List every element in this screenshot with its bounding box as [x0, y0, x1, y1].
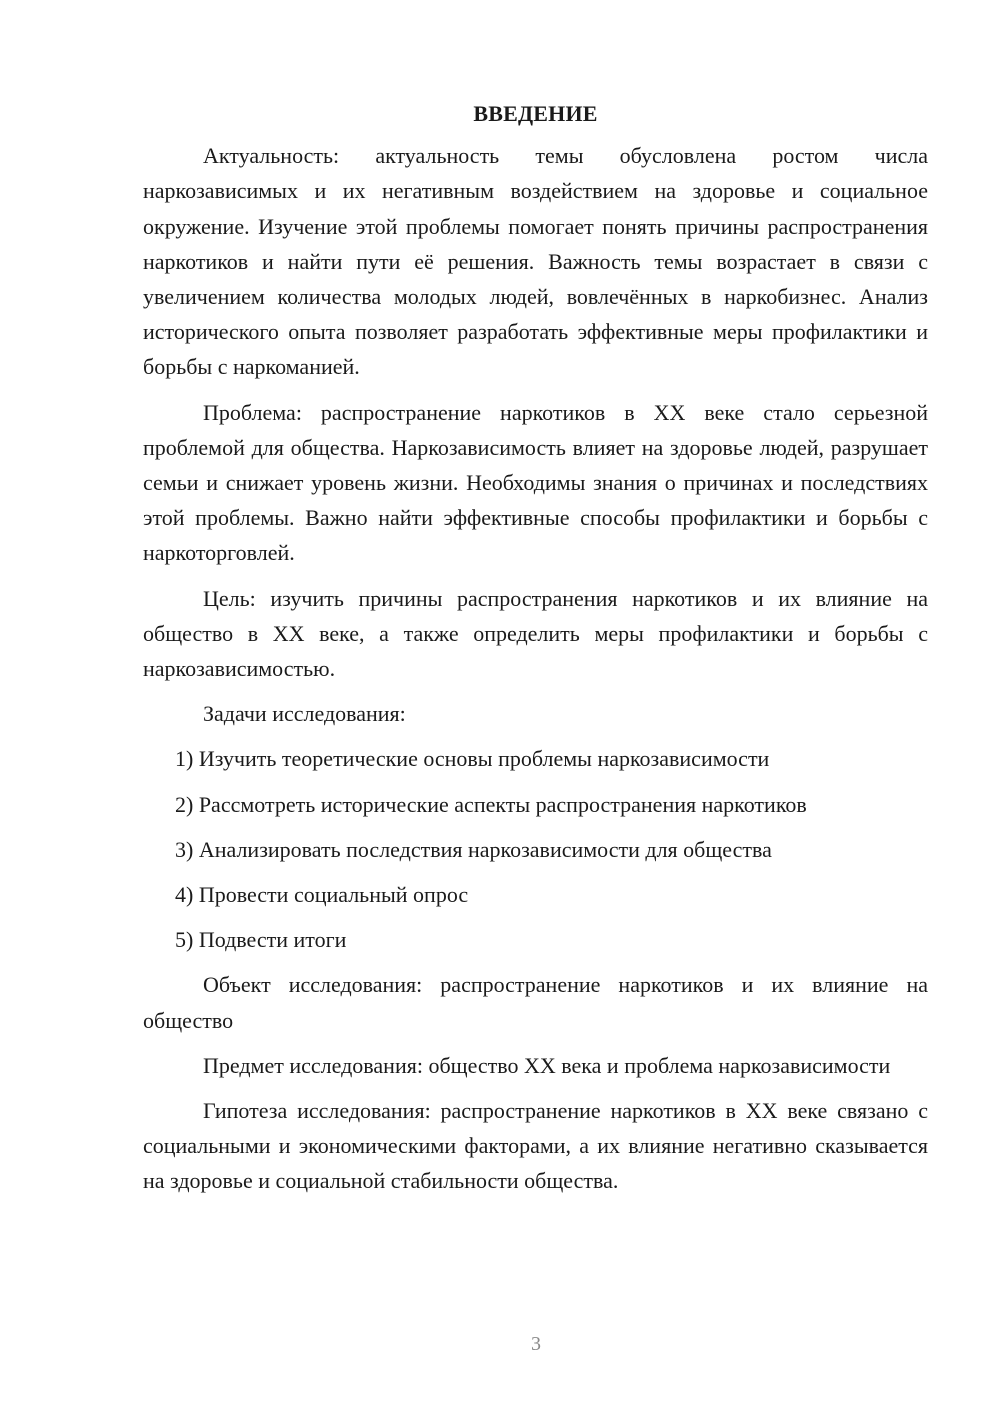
page-number: 3 — [531, 1333, 541, 1355]
paragraph-problem: Проблема: распространение наркотиков в XX веке стало серьезной проблемой для общества. Наркозависимость влияет на здоровье людей, разрушает семьи и снижает уровень жизни. Необходимы знания о причинах и последствиях этой проблемы. Важно найти эффективные способы профилактики и борьбы с наркоторговлей. — [143, 399, 928, 566]
paragraph-goal: Цель: изучить причины распространения наркотиков и их влияние на общество в XX веке, а также определить меры профилактики и борьбы с наркозависимостью. — [143, 585, 928, 682]
task-item-4: 4) Провести социальный опрос — [175, 882, 469, 908]
tasks-heading: Задачи исследования: — [203, 701, 406, 727]
paragraph-subject: Предмет исследования: общество XX века и проблема наркозависимости — [203, 1052, 891, 1078]
task-item-2: 2) Рассмотреть исторические аспекты распространения наркотиков — [175, 791, 807, 817]
paragraph-object: Объект исследования: распространение наркотиков и их влияние на общество — [143, 972, 928, 1033]
task-item-3: 3) Анализировать последствия наркозависимости для общества — [175, 836, 772, 862]
paragraph-relevance: Актуальность: актуальность темы обусловлена ростом числа наркозависимых и их негативным воздействием на здоровье и социальное окружение. Изучение этой проблемы помогает понять причины распространения наркотиков и найти пути её решения. Важность темы возрастает в связи с увеличением количества молодых людей, вовлечённых в наркобизнес. Анализ исторического опыта позволяет разработать эффективные меры профилактики и борьбы с наркоманией. — [143, 143, 928, 380]
task-item-5: 5) Подвести итоги — [175, 927, 347, 953]
page-content — [143, 96, 928, 1209]
tasks-list — [143, 741, 928, 957]
paragraph-hypothesis: Гипотеза исследования: распространение наркотиков в XX веке связано с социальными и экономическими факторами, а их влияние негативно сказывается на здоровье и социальной стабильности общества. — [143, 1098, 928, 1194]
task-item-1: 1) Изучить теоретические основы проблемы наркозависимости — [175, 746, 770, 772]
page-title: ВВЕДЕНИЕ — [473, 101, 598, 126]
